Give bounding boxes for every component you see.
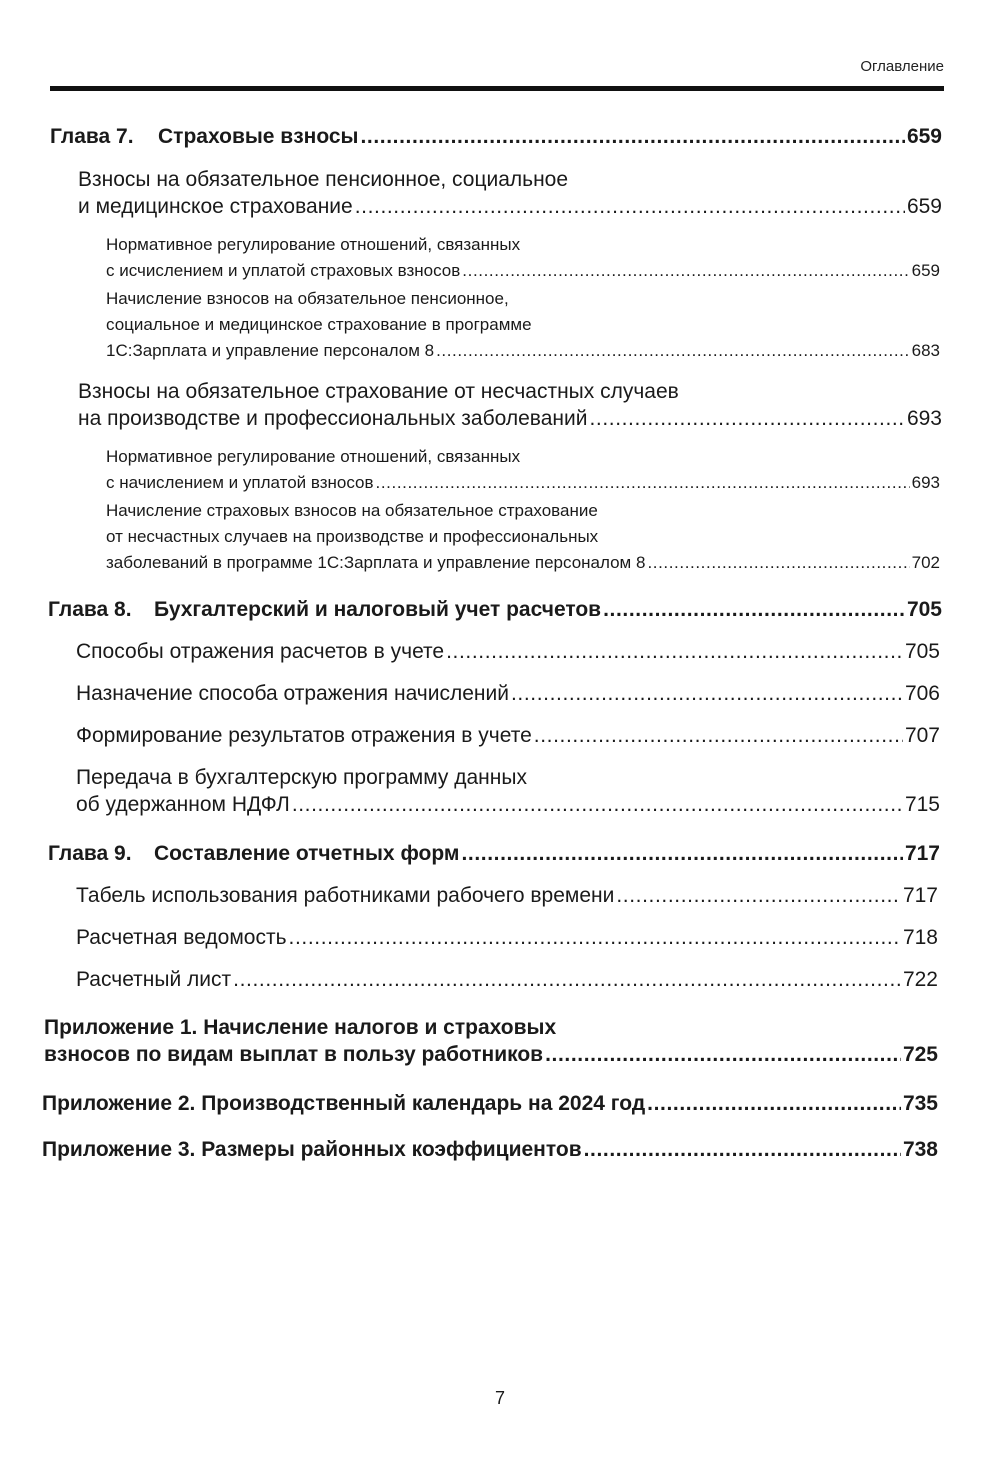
page-number: 722 [902, 968, 938, 991]
toc-entry-chapter-8[interactable] [0, 596, 1000, 623]
dot-leader [446, 638, 903, 665]
dot-leader [461, 840, 902, 867]
entry-title-line: Нормативное регулирование отношений, связанных [106, 235, 521, 254]
entry-title-line: Нормативное регулирование отношений, связанных [106, 447, 521, 466]
header-rule [50, 86, 944, 91]
dot-leader [584, 1136, 901, 1163]
entry-title-line: Начисление страховых взносов на обязательное страхование [106, 501, 598, 520]
dot-leader [603, 596, 905, 623]
page-number: 717 [904, 842, 940, 865]
entry-title-line: Передача в бухгалтерскую программу данных [76, 766, 527, 789]
chapter-number: Глава 9. [48, 842, 132, 865]
dot-leader [545, 1041, 901, 1068]
page-number: 659 [906, 125, 942, 148]
toc-entry-section[interactable] [0, 966, 1000, 993]
page-number: 707 [904, 724, 940, 747]
entry-title-line: Приложение 1. Начисление налогов и страховых [44, 1016, 557, 1039]
entry-title: Бухгалтерский и налоговый учет расчетов [154, 598, 602, 621]
page-number: 735 [902, 1092, 938, 1115]
dot-leader [589, 405, 905, 432]
dot-leader [436, 338, 910, 364]
entry-title-line: с начислением и уплатой взносов [106, 473, 374, 492]
toc-entry-section[interactable] [0, 166, 1000, 220]
toc-entry-appendix-1[interactable] [0, 1014, 1000, 1068]
toc-entry-subsection[interactable] [0, 498, 1000, 576]
entry-title: Приложение 2. Производственный календарь на 2024 год [42, 1092, 646, 1115]
page-number: 706 [904, 682, 940, 705]
dot-leader [292, 791, 903, 818]
entry-title: Расчетная ведомость [76, 926, 287, 949]
entry-title: Способы отражения расчетов в учете [76, 640, 445, 663]
page-number: 725 [902, 1043, 938, 1066]
entry-title-line: взносов по видам выплат в пользу работников [44, 1043, 544, 1066]
dot-leader [376, 470, 910, 496]
page-number: 738 [902, 1138, 938, 1161]
toc-entry-subsection[interactable] [0, 232, 1000, 284]
entry-title-line: с исчислением и уплатой страховых взносов [106, 261, 461, 280]
running-header: Оглавление [860, 58, 944, 75]
dot-leader [534, 722, 903, 749]
chapter-number: Глава 8. [48, 598, 132, 621]
entry-title-line: об удержанном НДФЛ [76, 793, 290, 816]
toc-entry-appendix-2[interactable] [0, 1090, 1000, 1117]
dot-leader [289, 924, 901, 951]
entry-title: Назначение способа отражения начислений [76, 682, 509, 705]
entry-title-line: на производстве и профессиональных заболеваний [78, 407, 588, 430]
entry-title-line: социальное и медицинское страхование в программе [106, 315, 532, 334]
entry-title: Страховые взносы [158, 125, 359, 148]
toc-entry-appendix-3[interactable] [0, 1136, 1000, 1163]
page-number-footer: 7 [494, 1388, 505, 1408]
toc-entry-section[interactable] [0, 638, 1000, 665]
dot-leader [361, 123, 905, 150]
page-number: 659 [911, 261, 940, 280]
dot-leader [233, 966, 901, 993]
toc-entry-subsection[interactable] [0, 444, 1000, 496]
page-number: 715 [904, 793, 940, 816]
toc-entry-chapter-9[interactable] [0, 840, 1000, 867]
toc-entry-section[interactable] [0, 722, 1000, 749]
page-number: 693 [906, 407, 942, 430]
dot-leader [462, 258, 909, 284]
chapter-number: Глава 7. [50, 125, 134, 148]
entry-title-line: Начисление взносов на обязательное пенсионное, [106, 289, 509, 308]
entry-title-line: заболеваний в программе 1С:Зарплата и управление персоналом 8 [106, 553, 646, 572]
page-number: 705 [904, 640, 940, 663]
page-number: 693 [911, 473, 940, 492]
page-number: 718 [902, 926, 938, 949]
toc-entry-subsection[interactable] [0, 286, 1000, 364]
entry-title: Приложение 3. Размеры районных коэффициентов [42, 1138, 582, 1161]
entry-title-line: 1С:Зарплата и управление персоналом 8 [106, 341, 435, 360]
entry-title-line: от несчастных случаев на производстве и профессиональных [106, 527, 599, 546]
toc-entry-chapter-7[interactable] [0, 123, 1000, 150]
dot-leader [647, 1090, 901, 1117]
entry-title: Составление отчетных форм [154, 842, 460, 865]
toc-entry-section[interactable] [0, 680, 1000, 707]
page-number: 705 [906, 598, 942, 621]
toc-entry-section[interactable] [0, 924, 1000, 951]
entry-title: Расчетный лист [76, 968, 232, 991]
toc-entry-section[interactable] [0, 764, 1000, 818]
page-number: 683 [911, 341, 940, 360]
page-number: 659 [906, 195, 942, 218]
entry-title-line: и медицинское страхование [78, 195, 353, 218]
dot-leader [647, 550, 909, 576]
toc-entry-section[interactable] [0, 378, 1000, 432]
page-number: 702 [911, 553, 940, 572]
entry-title-line: Взносы на обязательное страхование от несчастных случаев [78, 380, 679, 403]
entry-title-line: Взносы на обязательное пенсионное, социальное [78, 168, 569, 191]
dot-leader [355, 193, 905, 220]
dot-leader [616, 882, 901, 909]
page-number: 717 [902, 884, 938, 907]
toc-entry-section[interactable] [0, 882, 1000, 909]
entry-title: Формирование результатов отражения в учете [76, 724, 532, 747]
dot-leader [511, 680, 903, 707]
entry-title: Табель использования работниками рабочего времени [76, 884, 615, 907]
